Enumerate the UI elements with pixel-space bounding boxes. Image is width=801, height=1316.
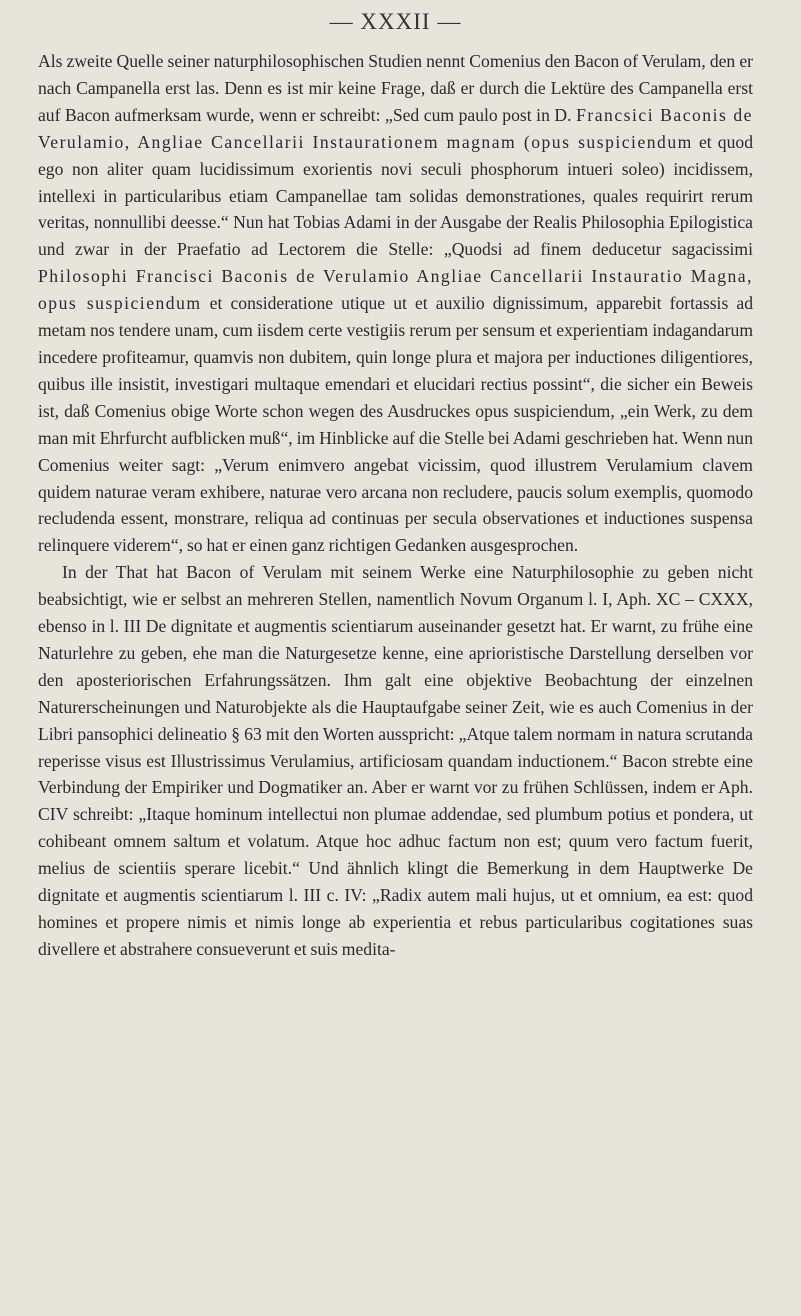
paragraph-comenius-sources [38,48,753,559]
spaced-title-segment: Philosophi Francisci Baconis de Verulamio Angliae Cancellarii Instauratio Magna, opus suspiciendum [38,266,753,314]
text-segment: Als zweite Quelle seiner naturphilosophischen Studien nennt Comenius den Bacon of Verulam, den er nach Campanella erst las. Denn es ist mir keine Frage, daß er durch die Lektüre des Campanella erst auf Bacon aufmerksam wurde, wenn er schreibt: „Sed cum paulo post in D. [38,51,753,125]
text-segment: et consideratione utique ut et auxilio dignissimum, apparebit fortassis ad metam nos tendere unam, cum iisdem certe vestigiis rerum per sensum et experientiam indagandarum incedere profiteamur, quamvis non dubitem, quin longe plura et majora per inductiones diligentiores, quibus ille insistit, investigari multaque emendari et elucidari rectius possint“, die sicher ein Beweis ist, daß Comenius obige Worte schon wegen des Ausdruckes opus suspiciendum, „ein Werk, zu dem man mit Ehrfurcht aufblicken muß“, im Hinblicke auf die Stelle bei Adami geschrieben hat. Wenn nun Comenius weiter sagt: „Verum enimvero angebat vicissim, quod illustrem Verulamium clavem quidem naturae veram exhibere, naturae vero arcana non recludere, paucis solum exemplis, quomodo recludenda essent, monstrare, reliqua ad continuas per secula observationes et inductiones suspensa relinquere viderem“, so hat er einen ganz richtigen Gedanken ausgesprochen. [38,293,753,556]
page-header: — XXXII — [329,9,462,34]
paragraph-bacon-method [38,559,753,963]
spaced-title-segment: Francsici Baconis de Verulamio, Angliae Cancellarii Instaurationem magnam (opus suspiciendum [38,104,753,152]
text-segment: et quod ego non aliter quam lucidissimum exorientis novi seculi phosphorum intueri soleo) incidissem, intellexi in particularibus etiam Campanellae tam solidas demonstrationes, quales requirirt rerum veritas, nonnullibi deesse.“ Nun hat Tobias Adami in der Ausgabe der Realis Philosophia Epilogistica und zwar in der Praefatio ad Lectorem die Stelle: „Quodsi ad finem deducetur sagacissimi [38,131,753,260]
text-segment: In der That hat Bacon of Verulam mit seinem Werke eine Naturphilosophie zu geben nicht beabsichtigt, wie er selbst an mehreren Stellen, namentlich Novum Organum l. I, Aph. XC – CXXX, ebenso in l. III De dignitate et augmentis scientiarum auseinander gesetzt hat. Er warnt, zu frühe eine Naturlehre zu geben, ehe man die Naturgesetze kenne, eine aprioristische Darstellung derselben vor den aposteriorischen Erfahrungssätzen. Ihm galt eine objektive Beobachtung der einzelnen Naturerscheinungen und Naturobjekte als die Hauptaufgabe seiner Zeit, wie es auch Comenius in der Libri pansophici delineatio § 63 mit den Worten ausspricht: „Atque talem normam in natura scrutanda reperisse visus est Illustrissimus Verulamius, artificiosam quandam inductionem.“ Bacon strebte eine Verbindung der Empiriker und Dogmatiker an. Aber er warnt vor zu frühen Schlüssen, indem er Aph. CIV schreibt: „Itaque hominum intellectui non plumae addendae, sed plumbum potius et pondera, ut cohibeant omnem saltum et volatum. Atque hoc adhuc factum non est; quum vero factum fuerit, melius de scientiis sperare licebit.“ Und ähnlich klingt die Bemerkung in dem Hauptwerke De dignitate et augmentis scientiarum l. III c. IV: „Radix autem mali hujus, ut et omnium, ea est: quod homines et propere nimis et nimis longe ab experientia et rebus particularibus cogitationes suas divellere et abstrahere consueverunt et suis medita- [38,562,753,959]
